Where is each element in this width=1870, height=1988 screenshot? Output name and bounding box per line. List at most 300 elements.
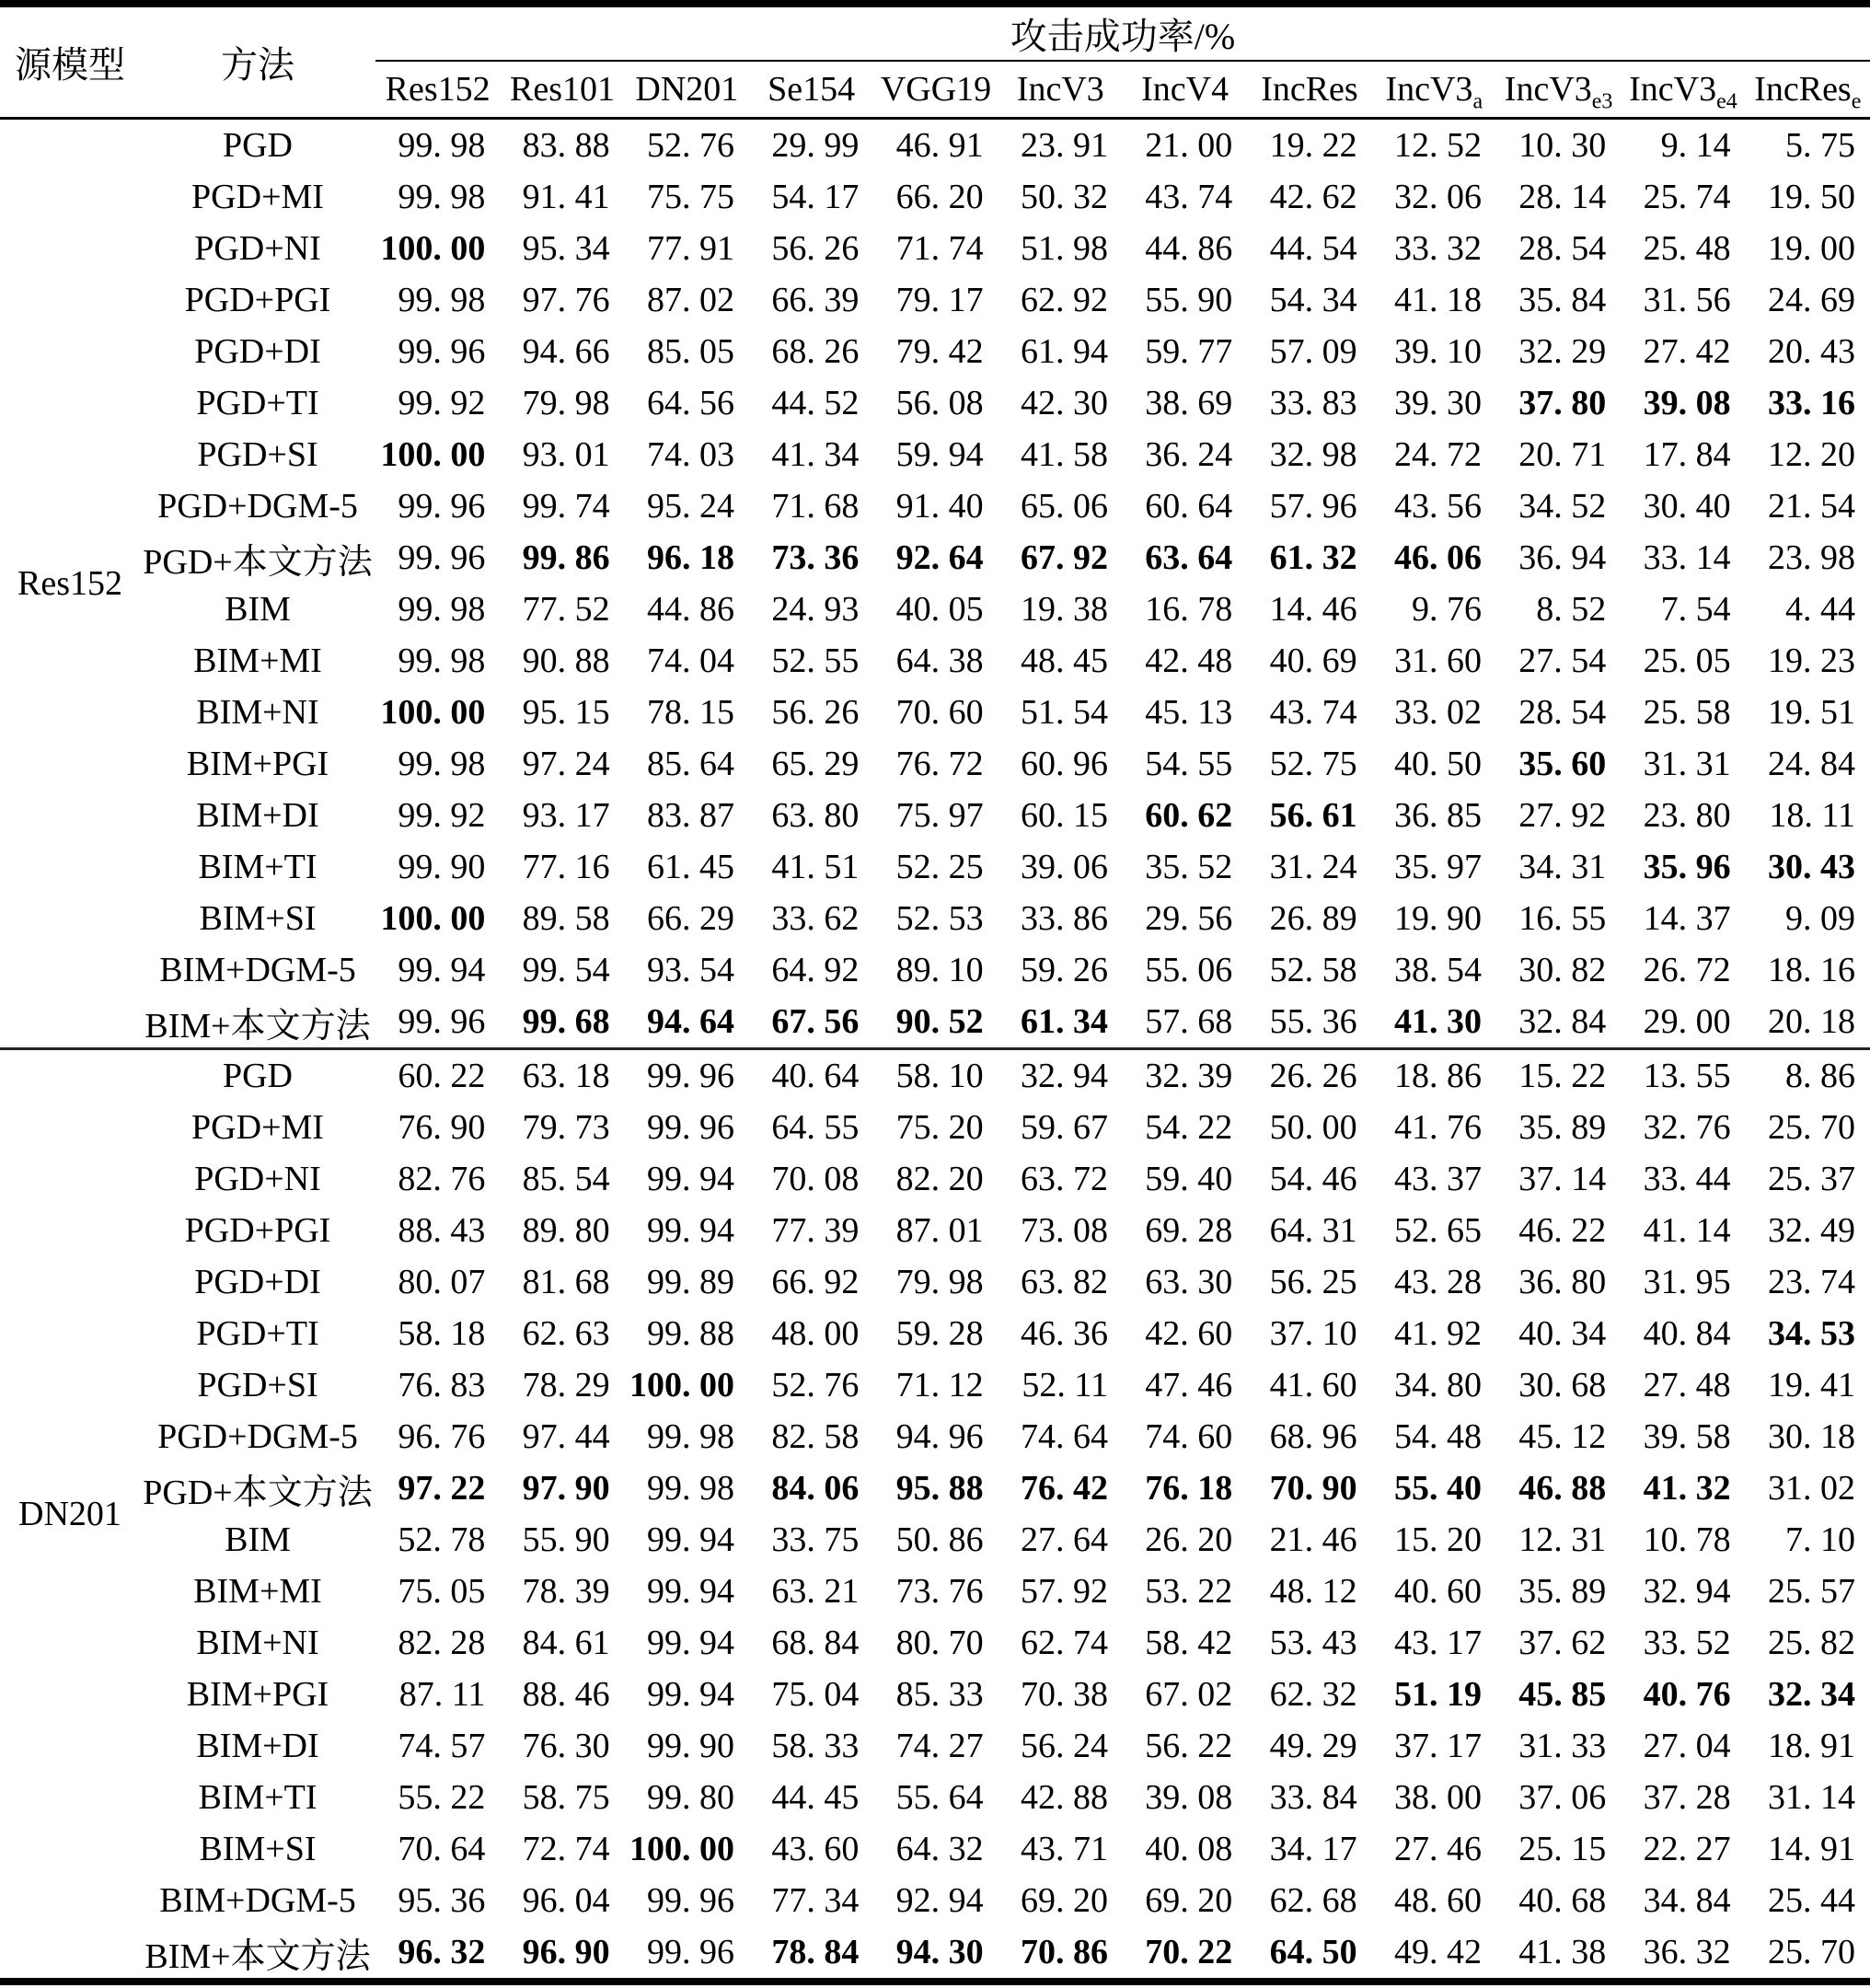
value-cell: 63. 82 <box>1020 1263 1108 1301</box>
value-cell: 92. 64 <box>895 538 984 577</box>
column-header-res101: Res101 <box>500 61 624 119</box>
value-cell: 93. 01 <box>522 435 610 474</box>
value-cell: 24. 69 <box>1768 281 1855 319</box>
value-cell: 51. 54 <box>1020 693 1108 732</box>
table-body <box>0 119 1870 1982</box>
value-cell: 67. 56 <box>749 996 873 1049</box>
value-cell: 32. 49 <box>1768 1211 1855 1250</box>
value-cell: 55. 22 <box>398 1778 486 1817</box>
value-cell: 95. 34 <box>522 229 610 268</box>
value-cell: 41. 14 <box>1643 1211 1731 1250</box>
value-cell: 27. 54 <box>1518 641 1607 680</box>
value-cell: 58. 42 <box>1145 1624 1233 1662</box>
value-cell: 27. 48 <box>1643 1366 1731 1404</box>
table-row <box>0 1514 1870 1566</box>
value-cell: 14. 46 <box>1269 590 1357 629</box>
value-cell: 26. 72 <box>1643 951 1731 989</box>
value-cell: 83. 87 <box>646 796 734 835</box>
value-cell: 97. 76 <box>522 281 610 319</box>
value-cell: 31. 95 <box>1643 1263 1731 1301</box>
value-cell: 54. 34 <box>1269 281 1357 319</box>
value-cell: 24. 93 <box>771 590 860 629</box>
value-cell: 13. 55 <box>1643 1057 1731 1095</box>
value-cell: 19. 23 <box>1768 641 1855 680</box>
value-cell: 34. 80 <box>1393 1366 1482 1404</box>
value-cell: 33. 62 <box>771 899 860 938</box>
value-cell: 43. 71 <box>1020 1830 1108 1868</box>
value-cell: 43. 56 <box>1393 487 1482 526</box>
value-cell: 43. 28 <box>1393 1263 1482 1301</box>
value-cell: 46. 06 <box>1393 538 1482 577</box>
value-cell: 32. 94 <box>1643 1572 1731 1611</box>
table-row <box>0 1617 1870 1669</box>
value-cell: 20. 18 <box>1746 996 1870 1049</box>
value-cell: 37. 80 <box>1518 384 1607 422</box>
value-cell: 99. 96 <box>398 538 486 577</box>
value-cell: 15. 22 <box>1518 1057 1607 1095</box>
table-row <box>0 326 1870 377</box>
method-label: PGD+DI <box>194 332 321 371</box>
table-row <box>0 171 1870 223</box>
value-cell: 99. 92 <box>398 796 486 835</box>
value-cell: 68. 26 <box>771 332 860 371</box>
value-cell: 31. 33 <box>1518 1727 1607 1765</box>
value-cell: 72. 74 <box>522 1830 610 1868</box>
value-cell: 8. 86 <box>1785 1057 1855 1095</box>
value-cell: 56. 26 <box>771 229 860 268</box>
method-label: BIM+PGI <box>186 1675 329 1714</box>
table-row <box>0 687 1870 738</box>
value-cell: 93. 17 <box>522 796 610 835</box>
value-cell: 33. 16 <box>1768 384 1855 422</box>
value-cell: 76. 30 <box>522 1727 610 1765</box>
value-cell: 87. 01 <box>895 1211 984 1250</box>
value-cell: 95. 88 <box>895 1469 984 1508</box>
value-cell: 44. 52 <box>771 384 860 422</box>
value-cell: 99. 98 <box>398 126 486 165</box>
source-model-dn201: DN201 <box>18 1495 121 1533</box>
value-cell: 27. 46 <box>1393 1830 1482 1868</box>
value-cell: 36. 32 <box>1643 1933 1731 1971</box>
attack-success-rate-header: 攻击成功率/% <box>375 4 1870 61</box>
method-label: BIM+NI <box>196 1624 319 1662</box>
table-row <box>0 377 1870 429</box>
value-cell: 58. 18 <box>398 1314 486 1353</box>
value-cell: 36. 24 <box>1145 435 1233 474</box>
value-cell: 76. 42 <box>1020 1469 1108 1508</box>
table-row <box>0 738 1870 790</box>
value-cell: 25. 05 <box>1643 641 1731 680</box>
value-cell: 25. 58 <box>1643 693 1731 732</box>
value-cell: 78. 29 <box>522 1366 610 1404</box>
value-cell: 56. 26 <box>771 693 860 732</box>
value-cell: 90. 88 <box>522 641 610 680</box>
method-label: PGD+NI <box>194 229 321 268</box>
value-cell: 66. 29 <box>646 899 734 938</box>
value-cell: 34. 17 <box>1269 1830 1357 1868</box>
value-cell: 89. 10 <box>895 951 984 989</box>
method-label: BIM+DGM-5 <box>159 951 356 989</box>
table-row <box>0 635 1870 687</box>
value-cell: 42. 88 <box>1020 1778 1108 1817</box>
value-cell: 99. 54 <box>522 951 610 989</box>
value-cell: 25. 70 <box>1768 1933 1855 1971</box>
method-label: PGD+本文方法 <box>143 542 373 582</box>
method-label: PGD+NI <box>194 1160 321 1198</box>
value-cell: 48. 00 <box>771 1314 860 1353</box>
value-cell: 14. 37 <box>1643 899 1731 938</box>
value-cell: 18. 11 <box>1769 796 1855 835</box>
value-cell: 5. 75 <box>1785 126 1855 165</box>
value-cell: 87. 02 <box>646 281 734 319</box>
value-cell: 55. 90 <box>1145 281 1233 319</box>
value-cell: 49. 42 <box>1393 1933 1482 1971</box>
table-row <box>0 1926 1870 1982</box>
table-row <box>0 1411 1870 1462</box>
value-cell: 9. 09 <box>1785 899 1855 938</box>
value-cell: 54. 17 <box>771 178 860 216</box>
method-label: BIM+PGI <box>186 745 329 783</box>
method-label: PGD+TI <box>196 1314 319 1353</box>
value-cell: 62. 68 <box>1269 1881 1357 1920</box>
value-cell: 16. 78 <box>1145 590 1233 629</box>
method-label: PGD+MI <box>191 178 324 216</box>
value-cell: 46. 22 <box>1518 1211 1607 1250</box>
value-cell: 60. 22 <box>398 1057 486 1095</box>
value-cell: 99. 86 <box>522 538 610 577</box>
value-cell: 99. 96 <box>398 332 486 371</box>
value-cell: 30. 43 <box>1768 848 1855 886</box>
value-cell: 34. 31 <box>1518 848 1607 886</box>
value-cell: 74. 04 <box>646 641 734 680</box>
value-cell: 31. 56 <box>1643 281 1731 319</box>
value-cell: 73. 76 <box>895 1572 984 1611</box>
value-cell: 96. 90 <box>522 1933 610 1971</box>
value-cell: 76. 83 <box>398 1366 486 1404</box>
value-cell: 33. 52 <box>1643 1624 1731 1662</box>
value-cell: 33. 02 <box>1393 693 1482 732</box>
value-cell: 32. 94 <box>1020 1057 1108 1095</box>
value-cell: 93. 54 <box>646 951 734 989</box>
value-cell: 32. 06 <box>1393 178 1482 216</box>
value-cell: 40. 76 <box>1643 1675 1731 1714</box>
value-cell: 43. 74 <box>1269 693 1357 732</box>
value-cell: 55. 40 <box>1393 1469 1482 1508</box>
value-cell: 97. 90 <box>522 1469 610 1508</box>
value-cell: 41. 38 <box>1518 1933 1607 1971</box>
value-cell: 10. 30 <box>1518 126 1607 165</box>
value-cell: 97. 44 <box>522 1417 610 1456</box>
table-row <box>0 1205 1870 1256</box>
value-cell: 35. 97 <box>1393 848 1482 886</box>
value-cell: 41. 34 <box>771 435 860 474</box>
value-cell: 57. 92 <box>1020 1572 1108 1611</box>
table-row <box>0 584 1870 635</box>
value-cell: 82. 20 <box>895 1160 984 1198</box>
value-cell: 18. 86 <box>1393 1057 1482 1095</box>
value-cell: 41. 76 <box>1393 1108 1482 1147</box>
value-cell: 52. 53 <box>895 899 984 938</box>
value-cell: 91. 40 <box>895 487 984 526</box>
value-cell: 34. 53 <box>1768 1314 1855 1353</box>
value-cell: 63. 72 <box>1020 1160 1108 1198</box>
method-label: PGD+SI <box>197 1366 318 1404</box>
method-label: BIM+本文方法 <box>144 1936 371 1976</box>
value-cell: 24. 72 <box>1393 435 1482 474</box>
value-cell: 99. 68 <box>500 996 624 1049</box>
value-cell: 30. 18 <box>1768 1417 1855 1456</box>
value-cell: 27. 64 <box>1020 1520 1108 1559</box>
column-header-subscript: a <box>1472 89 1483 114</box>
value-cell: 58. 33 <box>771 1727 860 1765</box>
value-cell: 37. 28 <box>1643 1778 1731 1817</box>
value-cell: 40. 60 <box>1393 1572 1482 1611</box>
value-cell: 99. 74 <box>522 487 610 526</box>
value-cell: 74. 03 <box>646 435 734 474</box>
value-cell: 56. 08 <box>895 384 984 422</box>
value-cell: 57. 68 <box>1123 996 1247 1049</box>
value-cell: 79. 98 <box>895 1263 984 1301</box>
value-cell: 48. 45 <box>1020 641 1108 680</box>
value-cell: 42. 48 <box>1145 641 1233 680</box>
table-row <box>0 274 1870 326</box>
value-cell: 39. 08 <box>1145 1778 1233 1817</box>
value-cell: 99. 96 <box>646 1057 734 1095</box>
value-cell: 77. 91 <box>646 229 734 268</box>
table-row <box>0 996 1870 1049</box>
value-cell: 35. 89 <box>1518 1572 1607 1611</box>
value-cell: 85. 64 <box>646 745 734 783</box>
method-label: PGD+DI <box>194 1263 321 1301</box>
value-cell: 26. 26 <box>1269 1057 1357 1095</box>
value-cell: 46. 88 <box>1518 1469 1607 1508</box>
value-cell: 71. 12 <box>895 1366 984 1404</box>
value-cell: 43. 37 <box>1393 1160 1482 1198</box>
value-cell: 30. 82 <box>1518 951 1607 989</box>
value-cell: 62. 63 <box>522 1314 610 1353</box>
table-header <box>0 4 1870 119</box>
method-label: PGD <box>222 126 294 165</box>
value-cell: 77. 16 <box>522 848 610 886</box>
value-cell: 19. 38 <box>1020 590 1108 629</box>
value-cell: 49. 29 <box>1269 1727 1357 1765</box>
value-cell: 99. 94 <box>646 1160 734 1198</box>
value-cell: 66. 92 <box>771 1263 860 1301</box>
value-cell: 29. 56 <box>1145 899 1233 938</box>
value-cell: 42. 60 <box>1145 1314 1233 1353</box>
value-cell: 52. 11 <box>1022 1366 1108 1404</box>
value-cell: 20. 71 <box>1518 435 1607 474</box>
value-cell: 44. 86 <box>1145 229 1233 268</box>
value-cell: 62. 92 <box>1020 281 1108 319</box>
value-cell: 67. 92 <box>1020 538 1108 577</box>
value-cell: 82. 76 <box>398 1160 486 1198</box>
value-cell: 9. 14 <box>1660 126 1731 165</box>
table-row <box>0 944 1870 996</box>
value-cell: 19. 51 <box>1768 693 1855 732</box>
value-cell: 25. 57 <box>1768 1572 1855 1611</box>
value-cell: 39. 08 <box>1643 384 1731 422</box>
value-cell: 63. 64 <box>1145 538 1233 577</box>
value-cell: 15. 20 <box>1393 1520 1482 1559</box>
value-cell: 63. 18 <box>522 1057 610 1095</box>
value-cell: 18. 16 <box>1768 951 1855 989</box>
value-cell: 70. 08 <box>771 1160 860 1198</box>
value-cell: 84. 61 <box>522 1624 610 1662</box>
column-header-subscript: e4 <box>1716 89 1737 114</box>
value-cell: 64. 32 <box>895 1830 984 1868</box>
value-cell: 99. 88 <box>646 1314 734 1353</box>
value-cell: 40. 68 <box>1518 1881 1607 1920</box>
value-cell: 52. 75 <box>1269 745 1357 783</box>
value-cell: 35. 60 <box>1518 745 1607 783</box>
value-cell: 43. 17 <box>1393 1624 1482 1662</box>
method-label: PGD+TI <box>196 384 319 422</box>
value-cell: 76. 18 <box>1145 1469 1233 1508</box>
value-cell: 26. 20 <box>1145 1520 1233 1559</box>
value-cell: 40. 69 <box>1269 641 1357 680</box>
value-cell: 40. 34 <box>1518 1314 1607 1353</box>
value-cell: 82. 58 <box>771 1417 860 1456</box>
value-cell: 71. 68 <box>771 487 860 526</box>
method-label: BIM+TI <box>198 848 317 886</box>
method-label: BIM+DI <box>196 1727 319 1765</box>
table-row <box>0 1308 1870 1359</box>
value-cell: 7. 54 <box>1660 590 1731 629</box>
value-cell: 22. 27 <box>1643 1830 1731 1868</box>
value-cell: 23. 98 <box>1768 538 1855 577</box>
value-cell: 9. 76 <box>1411 590 1482 629</box>
value-cell: 59. 26 <box>1020 951 1108 989</box>
value-cell: 39. 06 <box>1020 848 1108 886</box>
value-cell: 99. 94 <box>646 1675 734 1714</box>
value-cell: 99. 98 <box>646 1417 734 1456</box>
value-cell: 74. 27 <box>895 1727 984 1765</box>
value-cell: 35. 84 <box>1518 281 1607 319</box>
value-cell: 14. 91 <box>1768 1830 1855 1868</box>
value-cell: 10. 78 <box>1643 1520 1731 1559</box>
table-row <box>0 1462 1870 1514</box>
value-cell: 95. 15 <box>522 693 610 732</box>
value-cell: 60. 15 <box>1020 796 1108 835</box>
value-cell: 62. 74 <box>1020 1624 1108 1662</box>
value-cell: 97. 24 <box>522 745 610 783</box>
value-cell: 31. 24 <box>1269 848 1357 886</box>
value-cell: 77. 34 <box>771 1881 860 1920</box>
value-cell: 48. 60 <box>1393 1881 1482 1920</box>
value-cell: 33. 44 <box>1643 1160 1731 1198</box>
value-cell: 69. 28 <box>1145 1211 1233 1250</box>
column-header-vgg19: VGG19 <box>873 61 998 119</box>
column-header-res152: Res152 <box>375 61 500 119</box>
value-cell: 27. 04 <box>1643 1727 1731 1765</box>
value-cell: 91. 41 <box>522 178 610 216</box>
table-row <box>0 1049 1870 1103</box>
value-cell: 61. 94 <box>1020 332 1108 371</box>
value-cell: 38. 69 <box>1145 384 1233 422</box>
value-cell: 90. 52 <box>873 996 998 1049</box>
value-cell: 64. 56 <box>646 384 734 422</box>
value-cell: 52. 78 <box>398 1520 486 1559</box>
value-cell: 88. 46 <box>522 1675 610 1714</box>
value-cell: 59. 67 <box>1020 1108 1108 1147</box>
value-cell: 76. 72 <box>895 745 984 783</box>
value-cell: 60. 64 <box>1145 487 1233 526</box>
value-cell: 52. 65 <box>1393 1211 1482 1250</box>
value-cell: 99. 96 <box>646 1933 734 1971</box>
value-cell: 36. 85 <box>1393 796 1482 835</box>
value-cell: 75. 04 <box>771 1675 860 1714</box>
value-cell: 50. 86 <box>895 1520 984 1559</box>
column-header-incv3a: $IncV3_a$ <box>1372 61 1496 119</box>
method-label: BIM+SI <box>199 899 317 938</box>
column-header-incv3e4: $IncV3_{e4}$ <box>1621 61 1745 119</box>
method-label: BIM+本文方法 <box>140 996 375 1049</box>
value-cell: 33. 14 <box>1643 538 1731 577</box>
value-cell: 87. 11 <box>398 1675 486 1714</box>
value-cell: 100. 00 <box>380 899 486 938</box>
table-row <box>0 1359 1870 1411</box>
value-cell: 40. 05 <box>895 590 984 629</box>
value-cell: 35. 52 <box>1145 848 1233 886</box>
table-row <box>0 119 1870 172</box>
column-header-dn201: DN201 <box>625 61 749 119</box>
value-cell: 99. 90 <box>398 848 486 886</box>
column-header-incres: IncRes <box>1247 61 1371 119</box>
value-cell: 23. 91 <box>1020 126 1108 165</box>
value-cell: 27. 92 <box>1518 796 1607 835</box>
value-cell: 57. 09 <box>1269 332 1357 371</box>
method-label: BIM <box>225 1520 291 1559</box>
value-cell: 100. 00 <box>380 229 486 268</box>
value-cell: 25. 48 <box>1643 229 1731 268</box>
value-cell: 20. 43 <box>1768 332 1855 371</box>
value-cell: 29. 99 <box>771 126 860 165</box>
value-cell: 85. 33 <box>895 1675 984 1714</box>
value-cell: 29. 00 <box>1621 996 1745 1049</box>
method-label: PGD <box>222 1057 294 1095</box>
value-cell: 31. 60 <box>1393 641 1482 680</box>
value-cell: 16. 55 <box>1518 899 1607 938</box>
value-cell: 64. 38 <box>895 641 984 680</box>
method-label: BIM+MI <box>193 1572 322 1611</box>
value-cell: 78. 39 <box>522 1572 610 1611</box>
value-cell: 44. 54 <box>1269 229 1357 268</box>
value-cell: 94. 64 <box>625 996 749 1049</box>
value-cell: 85. 54 <box>522 1160 610 1198</box>
source-model-header: 源模型 <box>0 4 140 119</box>
value-cell: 89. 80 <box>522 1211 610 1250</box>
source-model-res152: Res152 <box>0 119 140 1049</box>
value-cell: 4. 44 <box>1785 590 1855 629</box>
value-cell: 39. 10 <box>1393 332 1482 371</box>
value-cell: 99. 92 <box>398 384 486 422</box>
value-cell: 96. 76 <box>398 1417 486 1456</box>
value-cell: 52. 25 <box>895 848 984 886</box>
value-cell: 45. 85 <box>1518 1675 1607 1714</box>
value-cell: 88. 43 <box>398 1211 486 1250</box>
table-row <box>0 1566 1870 1617</box>
value-cell: 12. 52 <box>1393 126 1482 165</box>
value-cell: 30. 68 <box>1518 1366 1607 1404</box>
value-cell: 37. 14 <box>1518 1160 1607 1198</box>
value-cell: 46. 91 <box>895 126 984 165</box>
value-cell: 35. 89 <box>1518 1108 1607 1147</box>
method-label: PGD+PGI <box>184 281 331 319</box>
value-cell: 28. 54 <box>1518 693 1607 732</box>
value-cell: 21. 54 <box>1768 487 1855 526</box>
method-label: PGD+本文方法 <box>143 1473 373 1512</box>
